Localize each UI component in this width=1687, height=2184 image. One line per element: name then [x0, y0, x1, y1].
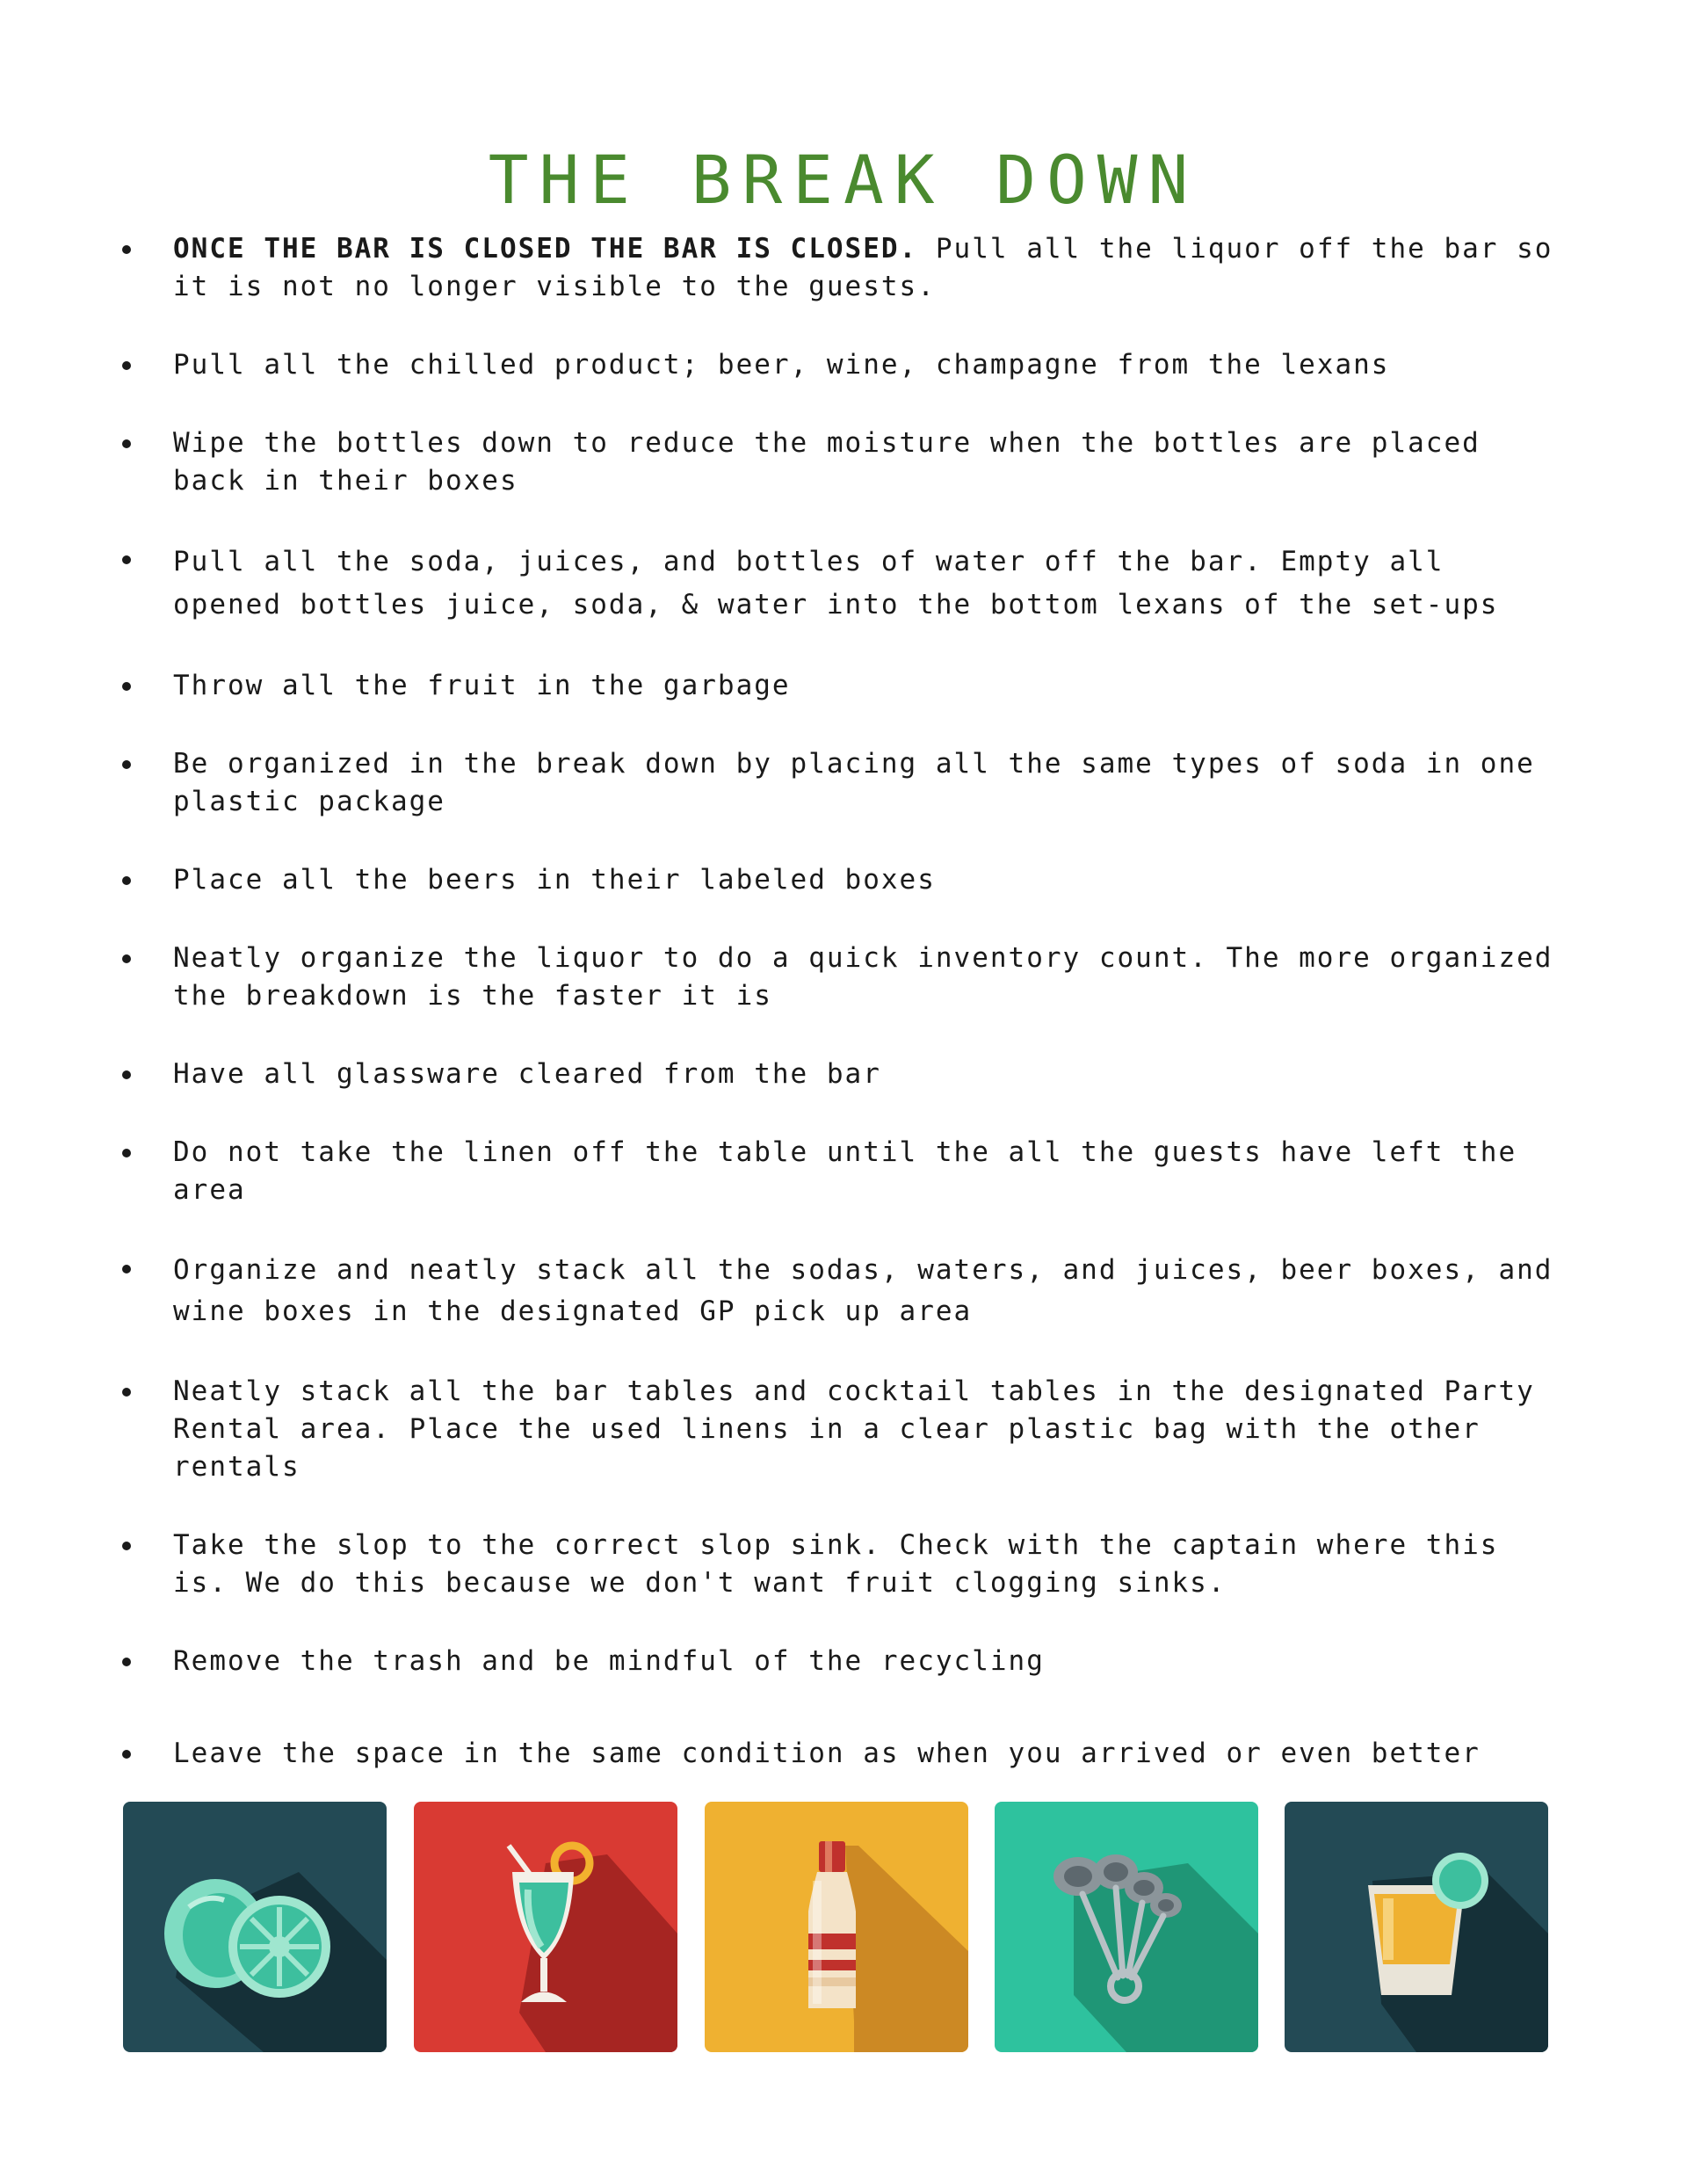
list-item-text: Leave the space in the same condition as when you arrived or even better	[173, 1738, 1481, 1769]
list-item	[114, 1527, 1564, 1602]
limes-icon	[123, 1802, 387, 2052]
list-item-text: Place all the beers in their labeled boxes	[173, 864, 936, 896]
tile-cocktail	[414, 1802, 677, 2052]
list-item-text: Organize and neatly stack all the sodas, waters, and juices, beer boxes, and wine boxes in the designated GP pick up area	[173, 1254, 1553, 1327]
tile-spoons	[995, 1802, 1258, 2052]
list-item	[114, 861, 1564, 899]
list-item-text: Take the slop to the correct slop sink. Check with the captain where this is. We do this because we don't want fruit clogging sinks.	[173, 1529, 1499, 1599]
list-item	[114, 346, 1564, 384]
measuring-spoons-icon	[995, 1802, 1258, 2052]
icon-tiles	[123, 1802, 1548, 2057]
list-item-text: Do not take the linen off the table until the all the guests have left the area	[173, 1136, 1517, 1206]
page-title: THE BREAK DOWN	[488, 141, 1199, 219]
list-item-text: Pull all the liquor off the bar so it is not no longer visible to the guests.	[173, 233, 1553, 302]
list-item-text: Have all glassware cleared from the bar	[173, 1058, 881, 1090]
list-item	[114, 940, 1564, 1015]
list-item-text: Be organized in the break down by placing all the same types of soda in one plastic package	[173, 748, 1535, 817]
shot-glass-icon	[1285, 1802, 1548, 2052]
list-item	[114, 230, 1564, 306]
list-item-text: Neatly organize the liquor to do a quick inventory count. The more organized the breakdown is the faster it is	[173, 942, 1553, 1012]
tile-limes	[123, 1802, 387, 2052]
list-item	[114, 1056, 1564, 1093]
list-item	[114, 424, 1564, 500]
list-item	[114, 1735, 1564, 1773]
list-item	[114, 1134, 1564, 1209]
tile-bottle	[705, 1802, 968, 2052]
list-item	[114, 541, 1564, 627]
list-item	[114, 745, 1564, 821]
cocktail-glass-icon	[414, 1802, 677, 2052]
list-item-text: Neatly stack all the bar tables and cocktail tables in the designated Party Rental area. Place the used linens in a clear plastic bag with the other rentals	[173, 1375, 1535, 1483]
bottle-icon	[705, 1802, 968, 2052]
list-item-text: Remove the trash and be mindful of the recycling	[173, 1645, 1045, 1677]
list-item	[114, 1373, 1564, 1486]
list-item-text: Pull all the soda, juices, and bottles of water off the bar. Empty all opened bottles juice, soda, & water into the bottom lexans of the set-ups	[173, 546, 1499, 620]
list-item	[114, 1250, 1564, 1332]
list-item-lead: ONCE THE BAR IS CLOSED THE BAR IS CLOSED.	[173, 233, 918, 265]
breakdown-list	[114, 230, 1564, 1813]
list-item-text: Wipe the bottles down to reduce the moisture when the bottles are placed back in their boxes	[173, 427, 1481, 497]
list-item	[114, 667, 1564, 705]
list-item-text: Pull all the chilled product; beer, wine, champagne from the lexans	[173, 349, 1390, 381]
tile-shot	[1285, 1802, 1548, 2052]
list-item-text: Throw all the fruit in the garbage	[173, 670, 791, 701]
list-item	[114, 1643, 1564, 1680]
